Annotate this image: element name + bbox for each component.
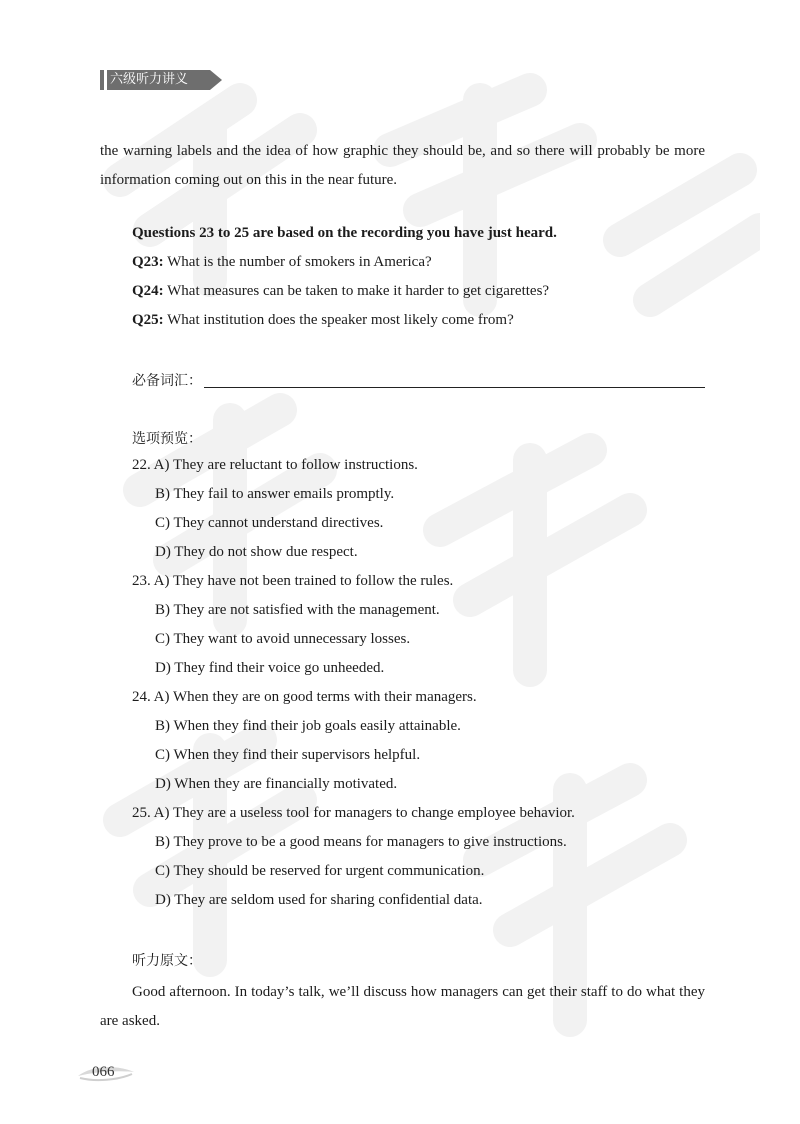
question-item <box>132 254 432 271</box>
question-text: What institution does the speaker most likely come from? <box>163 312 514 328</box>
question-number: Q23: <box>132 254 164 270</box>
question-number: Q25: <box>132 312 164 328</box>
page-number: 066 <box>92 1064 115 1080</box>
intro-paragraph: the warning labels and the idea of how graphic they should be, and so there will probably be more information coming out on this in the near future. <box>100 143 705 188</box>
option-line: 24. A) When they are on good terms with their managers. <box>132 689 477 705</box>
option-line: D) They are seldom used for sharing confidential data. <box>155 892 483 908</box>
question-item <box>132 283 549 300</box>
transcript-label: 听力原文： <box>132 953 202 969</box>
header-label: 六级听力讲义 <box>110 72 189 87</box>
preview-label: 选项预览： <box>132 431 202 447</box>
transcript-paragraph: Good afternoon. In today’s talk, we’ll discuss how managers can get their staff to do what they are asked. <box>100 984 705 1029</box>
option-line: D) They find their voice go unheeded. <box>155 660 385 676</box>
option-line: C) They cannot understand directives. <box>155 515 384 531</box>
option-line: B) When they find their job goals easily attainable. <box>155 718 461 734</box>
vocab-label: 必备词汇： <box>132 373 202 389</box>
question-number: Q24: <box>132 283 164 299</box>
option-line: B) They fail to answer emails promptly. <box>155 486 395 502</box>
option-line: C) They should be reserved for urgent communication. <box>155 863 485 879</box>
questions-heading: Questions 23 to 25 are based on the recording you have just heard. <box>132 225 557 241</box>
question-item <box>132 312 514 329</box>
option-line: D) They do not show due respect. <box>155 544 358 560</box>
option-line: D) When they are financially motivated. <box>155 776 398 792</box>
option-line: 25. A) They are a useless tool for managers to change employee behavior. <box>132 805 575 821</box>
question-text: What is the number of smokers in America? <box>163 254 432 270</box>
vocab-fill-line <box>204 387 705 388</box>
option-line: C) When they find their supervisors helpful. <box>155 747 421 763</box>
question-text: What measures can be taken to make it harder to get cigarettes? <box>163 283 550 299</box>
option-line: 23. A) They have not been trained to follow the rules. <box>132 573 454 589</box>
option-line: B) They prove to be a good means for managers to give instructions. <box>155 834 567 850</box>
option-line: C) They want to avoid unnecessary losses. <box>155 631 411 647</box>
option-line: 22. A) They are reluctant to follow instructions. <box>132 457 418 473</box>
option-line: B) They are not satisfied with the management. <box>155 602 440 618</box>
